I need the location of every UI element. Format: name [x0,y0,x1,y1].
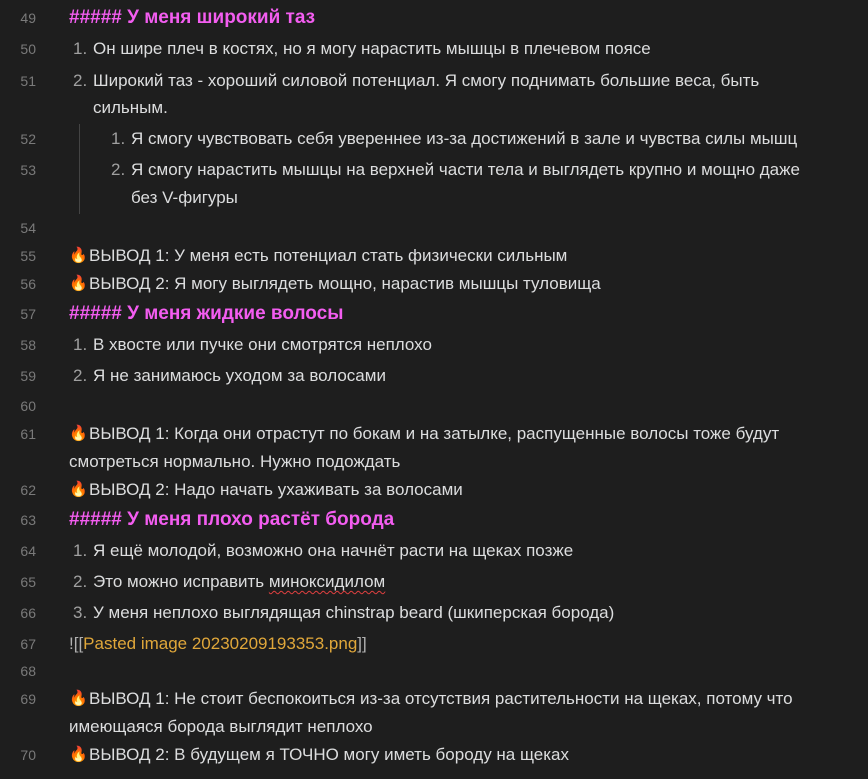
indent-guide [79,124,80,214]
line-number: 57 [20,306,36,322]
line-number: 66 [20,605,36,621]
list-number: 2. [73,572,88,591]
conclusion-line[interactable]: ВЫВОД 2: Я могу выглядеть мощно, нарастив мышцы туловища [89,274,601,293]
fire-icon: 🔥 [69,275,88,292]
line-number: 55 [20,248,36,264]
line-number: 59 [20,368,36,384]
line-number: 64 [20,543,36,559]
line-number: 65 [20,574,36,590]
image-embed[interactable] [69,633,367,655]
fire-icon: 🔥 [69,425,88,442]
line-number: 56 [20,276,36,292]
fire-icon: 🔥 [69,690,88,707]
line-number: 58 [20,337,36,353]
line-number: 54 [20,220,36,236]
list-item-continuation[interactable]: сильным. [93,98,168,117]
fire-icon: 🔥 [69,746,88,763]
fire-icon: 🔥 [69,247,88,264]
line-number: 53 [20,162,36,178]
line-number: 60 [20,398,36,414]
list-number: 2. [73,71,88,90]
list-item-continuation[interactable]: без V-фигуры [131,188,238,207]
list-item[interactable]: Я ещё молодой, возможно она начнёт расти на щеках позже [93,541,574,560]
line-number: 68 [20,663,36,679]
heading-wide-pelvis[interactable]: ##### У меня широкий таз [69,7,316,28]
list-item[interactable]: В хвосте или пучке они смотрятся неплохо [93,335,432,354]
list-item[interactable] [93,571,385,593]
embed-link[interactable]: Pasted image 20230209193353.png [83,634,358,653]
list-item[interactable]: У меня неплохо выглядящая chinstrap beard (шкиперская борода) [93,603,615,622]
fire-icon: 🔥 [69,481,88,498]
embed-close-bracket: ]] [357,634,367,653]
line-number: 63 [20,512,36,528]
line-number: 69 [20,691,36,707]
conclusion-continuation[interactable]: смотреться нормально. Нужно подождать [69,452,401,471]
heading-thin-hair[interactable]: ##### У меня жидкие волосы [69,303,344,324]
list-number: 2. [111,160,126,179]
list-number: 3. [73,603,88,622]
list-item-text: Это можно исправить [93,572,269,591]
conclusion-line[interactable]: ВЫВОД 1: Не стоит беспокоиться из-за отсутствия растительности на щеках, потому что [89,689,793,708]
list-item[interactable]: Широкий таз - хороший силовой потенциал. Я смогу поднимать большие веса, быть [93,71,760,90]
conclusion-line[interactable]: ВЫВОД 1: У меня есть потенциал стать физически сильным [89,246,568,265]
line-number: 50 [20,41,36,57]
conclusion-line[interactable]: ВЫВОД 2: Надо начать ухаживать за волосами [89,480,463,499]
conclusion-line[interactable]: ВЫВОД 1: Когда они отрастут по бокам и на затылке, распущенные волосы тоже будут [89,424,780,443]
line-number: 52 [20,131,36,147]
conclusion-continuation[interactable]: имеющаяся борода выглядит неплохо [69,717,373,736]
list-item[interactable]: Я не занимаюсь уходом за волосами [93,366,386,385]
embed-open-bracket: ![[ [69,634,84,653]
list-number: 1. [111,129,126,148]
heading-beard[interactable]: ##### У меня плохо растёт борода [69,509,395,530]
nested-list-item[interactable]: Я смогу нарастить мышцы на верхней части тела и выглядеть крупно и мощно даже [131,160,800,179]
line-number: 51 [20,73,36,89]
misspelled-word[interactable]: миноксидилом [268,572,386,591]
list-number: 2. [73,366,88,385]
list-number: 1. [73,39,88,58]
line-number: 67 [20,636,36,652]
list-number: 1. [73,335,88,354]
line-number: 70 [20,747,36,763]
list-number: 1. [73,541,88,560]
line-number: 62 [20,482,36,498]
line-number: 61 [20,426,36,442]
list-item[interactable]: Он шире плеч в костях, но я могу нарастить мышцы в плечевом поясе [93,39,651,58]
nested-list-item[interactable]: Я смогу чувствовать себя увереннее из-за достижений в зале и чувства силы мышц [131,129,798,148]
conclusion-line[interactable]: ВЫВОД 2: В будущем я ТОЧНО могу иметь бороду на щеках [89,745,570,764]
line-number: 49 [20,10,36,26]
